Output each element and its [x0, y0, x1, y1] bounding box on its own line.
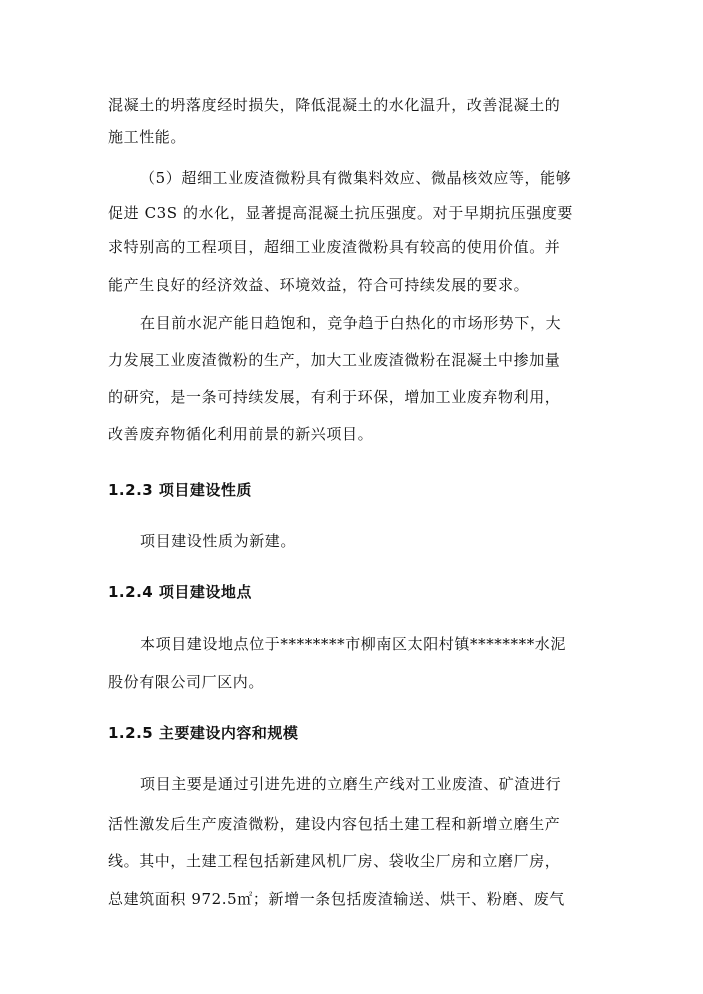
paragraph-line: 混凝土的坍落度经时损失，降低混凝土的水化温升，改善混凝土的 — [108, 96, 561, 114]
paragraph-line: 促进 C3S 的水化，显著提高混凝土抗压强度。对于早期抗压强度要 — [108, 204, 574, 222]
paragraph-line: 能产生良好的经济效益、环境效益，符合可持续发展的要求。 — [108, 276, 530, 294]
paragraph-line: 求特别高的工程项目，超细工业废渣微粉具有较高的使用价值。并 — [108, 238, 561, 256]
section-heading: 1.2.4 项目建设地点 — [108, 583, 252, 601]
paragraph-line: 总建筑面积 972.5㎡；新增一条包括废渣输送、烘干、粉磨、废气 — [108, 890, 565, 908]
section-heading: 1.2.5 主要建设内容和规模 — [108, 724, 299, 742]
paragraph-line: 力发展工业废渣微粉的生产，加大工业废渣微粉在混凝土中掺加量 — [108, 351, 561, 369]
paragraph-line: 施工性能。 — [108, 128, 187, 146]
paragraph-line: 项目主要是通过引进先进的立磨生产线对工业废渣、矿渣进行 — [140, 775, 562, 793]
paragraph-line: 在目前水泥产能日趋饱和，竞争趋于白热化的市场形势下，大 — [140, 314, 562, 332]
paragraph-line: 项目建设性质为新建。 — [140, 532, 297, 550]
paragraph-line: 活性激发后生产废渣微粉，建设内容包括土建工程和新增立磨生产 — [108, 815, 561, 833]
paragraph-line: （5）超细工业废渣微粉具有微集料效应、微晶核效应等，能够 — [140, 169, 572, 187]
paragraph-line: 本项目建设地点位于********市柳南区太阳村镇********水泥 — [140, 635, 567, 653]
paragraph-line: 改善废弃物循化利用前景的新兴项目。 — [108, 425, 374, 443]
paragraph-line: 股份有限公司厂区内。 — [108, 673, 265, 691]
section-heading: 1.2.3 项目建设性质 — [108, 481, 252, 499]
paragraph-line: 线。其中，土建工程包括新建风机厂房、袋收尘厂房和立磨厂房， — [108, 852, 561, 870]
paragraph-line: 的研究，是一条可持续发展，有利于环保，增加工业废弃物利用， — [108, 388, 561, 406]
